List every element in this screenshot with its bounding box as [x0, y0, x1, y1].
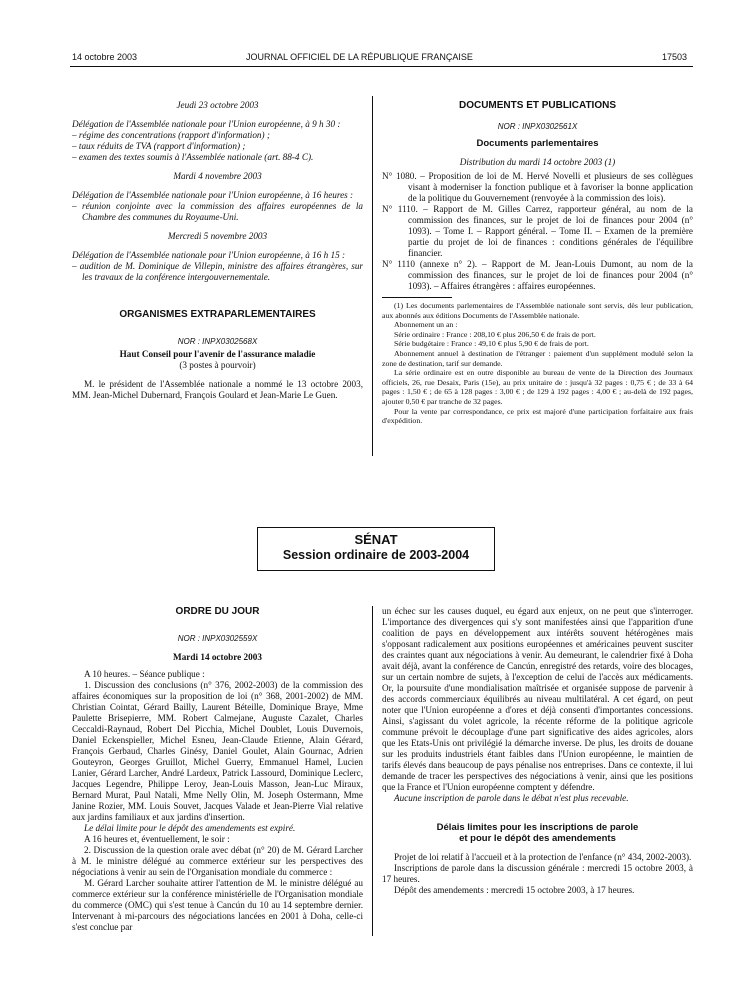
- agenda-head-1: Délégation de l'Assemblée nationale pour l'Union européenne, à 9 h 30 :: [72, 119, 341, 129]
- agenda-head-3: Délégation de l'Assemblée nationale pour l'Union européenne, à 16 h 15 :: [72, 250, 346, 260]
- header-journal-title: JOURNAL OFFICIEL DE LA RÉPUBLIQUE FRANÇAISE: [246, 52, 473, 62]
- agenda-item: – audition de M. Dominique de Villepin, ministre des affaires étrangères, sur les travaux de la conférence intergouvernementale.: [72, 261, 363, 282]
- paragraph: A 16 heures et, éventuellement, le soir :: [84, 834, 230, 844]
- agenda-head-2: Délégation de l'Assemblée nationale pour l'Union européenne, à 16 heures :: [72, 190, 354, 200]
- nor-reference: NOR : INPX0302561X: [497, 122, 578, 131]
- header-rule: [70, 66, 693, 67]
- footnote: Série budgétaire : France : 49,10 € plus 5,90 € de frais de port.: [394, 339, 589, 349]
- senat-banner: [257, 527, 495, 571]
- session-date: Mardi 14 octobre 2003: [173, 652, 262, 662]
- nor-reference: NOR : INPX0302568X: [177, 337, 258, 346]
- right-bottom-column: [382, 606, 693, 896]
- section-title-ordre-du-jour: ORDRE DU JOUR: [175, 606, 260, 617]
- nor-reference: NOR : INPX0302559X: [177, 634, 258, 643]
- column-divider: [372, 96, 373, 456]
- section-title-organismes: ORGANISMES EXTRAPARLEMENTAIRES: [119, 309, 316, 320]
- paragraph: Inscriptions de parole dans la discussion générale : mercredi 15 octobre 2003, à 17 heures.: [382, 863, 693, 884]
- paragraph: 1. Discussion des conclusions (n° 376, 2002-2003) de la commission des affaires économiques sur la proposition de loi (n° 368, 2001-2002) de MM. Christian Cointat, Gérard Bailly, Laurent Béteille, Dominique Braye, Mme Paulette Brisepierre, MM. Robert Calmejane, Auguste Cazalet, Charles Ceccaldi-Raynaud, Robert Del Picchia, Michel Doublet, Louis Duvernois, Daniel Eckenspieller, Michel Esneu, Jean-Claude Etienne, Alain Gérard, François Gerbaud, Charles Ginésy, Daniel Goulet, Alain Gournac, Adrien Gouteyron, Georges Gruillot, Michel Guerry, Emmanuel Hamel, Lucien Lanier, Gérard Larcher, André Lardeux, Patrick Lassourd, Dominique Leclerc, Jacques Legendre, Philippe Leroy, Jean-Louis Masson, Jean-Luc Miraux, Bernard Murat, Paul Natali, Mme Nelly Olin, M. Joseph Ostermann, Mme Janine Rozier, MM. Louis Souvet, Jacques Valade et Jean-Pierre Vial relative aux jardins familiaux et aux jardins d'insertion.: [72, 680, 363, 822]
- paragraph: Dépôt des amendements : mercredi 15 octobre 2003, à 17 heures.: [394, 885, 635, 895]
- agenda-date-1: Jeudi 23 octobre 2003: [176, 100, 259, 110]
- paragraph: un échec sur les causes duquel, eu égard aux enjeux, on ne peut que s'interroger. L'importance des divergences qui s'y sont manifestées ainsi que l'apparition d'une coalition de pays en développement aux intérêts souvent hétérogènes mais s'opposant radicalement aux positions européennes et américaines peuvent susciter des craintes quant aux négociations à venir. Au demeurant, le calendrier fixé à Doha avait déjà, avant la conférence de Cancún, enregistré des retards, voire des blocages, sur un certain nombre de sujets, à l'exception de celui de l'accès aux médicaments. Or, la poursuite d'une mondialisation maîtrisée et organisée suppose de parvenir à des accords commerciaux équilibrés au niveau multilatéral. A cet égard, on peut noter que l'Union européenne a d'ores et déjà consenti d'importantes concessions. Ainsi, s'agissant du volet agricole, la récente réforme de la politique agricole commune prévoit le découplage d'une part significative des aides agricoles, alors que les Etats-Unis ont privilégié la démarche inverse. De plus, les droits de douane sur les produits industriels étant faibles dans l'Union européenne, le maintien de tarifs élevés dans beaucoup de pays pénalise nos entreprises. Dans ce contexte, il lui demande de tracer les perspectives des négociations à venir, ainsi que les positions que la France et l'Union européenne comptent y défendre.: [382, 606, 693, 792]
- footnote: Pour la vente par correspondance, ce prix est majoré d'une participation forfaitaire aux frais d'expédition.: [382, 406, 693, 426]
- documents-subtitle: Documents parlementaires: [476, 138, 599, 149]
- paragraph: A 10 heures. – Séance publique :: [84, 669, 205, 679]
- agenda-item: – réunion conjointe avec la commission des affaires européennes de la Chambre des communes du Royaume-Uni.: [72, 201, 363, 222]
- distribution-date: Distribution du mardi 14 octobre 2003 (1): [459, 157, 616, 167]
- document-item: N° 1110 (annexe n° 2). – Rapport de M. Jean-Louis Dumont, au nom de la commission des finances, sur le projet de loi de finances pour 2004 (n° 1093). – Affaires étrangères : affaires européennes.: [382, 259, 693, 291]
- agenda-item: – taux réduits de TVA (rapport d'information) ;: [72, 141, 246, 151]
- section-title-delais-2: et pour le dépôt des amendements: [459, 833, 616, 844]
- section-title-documents: DOCUMENTS ET PUBLICATIONS: [458, 100, 617, 111]
- footnote: Abonnement annuel à destination de l'étranger : paiement d'un supplément modulé selon la zone de destination, tarif sur demande.: [382, 348, 693, 368]
- document-item: N° 1110. – Rapport de M. Gilles Carrez, rapporteur général, au nom de la commission des finances, sur le projet de loi de finances pour 2004 (n° 1093). – Tome I. – Rapport général. – Tome II. – Examen de la première partie du projet de loi de finances : conditions générales de l'équilibre financier.: [382, 204, 693, 258]
- paragraph: Aucune inscription de parole dans le débat n'est plus recevable.: [394, 793, 629, 803]
- left-bottom-column: [72, 606, 363, 933]
- footnote: Série ordinaire : France : 208,10 € plus 206,50 € de frais de port.: [394, 329, 596, 339]
- header-page-number: 17503: [662, 52, 688, 62]
- senat-subtitle: Session ordinaire de 2003-2004: [282, 548, 470, 562]
- agenda-date-2: Mardi 4 novembre 2003: [173, 171, 262, 181]
- agenda-date-3: Mercredi 5 novembre 2003: [167, 231, 268, 241]
- header-date: 14 octobre 2003: [72, 52, 138, 62]
- right-top-column: [382, 100, 693, 426]
- footnote: Abonnement un an :: [394, 320, 458, 330]
- document-item: N° 1080. – Proposition de loi de M. Hervé Novelli et plusieurs de ses collègues visant à moderniser la fonction publique et à favoriser la bonne application de la politique du Gouvernement (renvoyée à la commission des lois).: [382, 171, 693, 203]
- footnote-rule: [382, 297, 452, 298]
- org-subtitle: Haut Conseil pour l'avenir de l'assurance maladie: [119, 349, 316, 359]
- paragraph: 2. Discussion de la question orale avec débat (n° 20) de M. Gérard Larcher à M. le ministre délégué au commerce extérieur sur les perspectives des négociations à venir au sein de l'Organisation mondiale du commerce :: [72, 845, 363, 877]
- agenda-item: – examen des textes soumis à l'Assemblée nationale (art. 88-4 C).: [72, 152, 314, 162]
- column-divider: [372, 606, 373, 936]
- senat-title: SÉNAT: [354, 532, 398, 547]
- left-top-column: [72, 100, 363, 401]
- footnote: La série ordinaire est en outre disponible au bureau de vente de la Direction des Journaux officiels, 26, rue Desaix, Paris (15e), au prix unitaire de : jusqu'à 32 pages : 0,75 € ; de 33 à 64 pages : 1,50 € ; de 65 à 128 pages : 3,00 € ; de 129 à 192 pages : 4,00 € ; au-delà de 192 pages, ajouter 0,50 € par tranche de 32 pages.: [382, 368, 693, 406]
- footnote: (1) Les documents parlementaires de l'Assemblée nationale sont servis, dès leur publication, aux abonnés aux éditions Documents de l'Assemblée nationale.: [382, 301, 693, 320]
- paragraph: Projet de loi relatif à l'accueil et à la protection de l'enfance (n° 434, 2002-2003).: [394, 852, 692, 862]
- section-title-delais: Délais limites pour les inscriptions de parole: [436, 822, 639, 833]
- paragraph: M. Gérard Larcher souhaite attirer l'attention de M. le ministre délégué au commerce extérieur sur la conférence ministérielle de l'Organisation mondiale du commerce (OMC) qui s'est tenue à Cancún du 10 au 14 septembre dernier. Intervenant à mi-parcours des négociations lancées en 2001 à Doha, celle-ci s'est conclue par: [72, 878, 363, 932]
- org-text: M. le président de l'Assemblée nationale a nommé le 13 octobre 2003, MM. Jean-Michel Dubernard, François Goulard et Jean-Marie Le Guen.: [72, 379, 363, 400]
- paragraph: Le délai limite pour le dépôt des amendements est expiré.: [84, 823, 296, 833]
- org-subtitle-note: (3 postes à pourvoir): [179, 360, 256, 370]
- agenda-item: – régime des concentrations (rapport d'information) ;: [72, 130, 270, 140]
